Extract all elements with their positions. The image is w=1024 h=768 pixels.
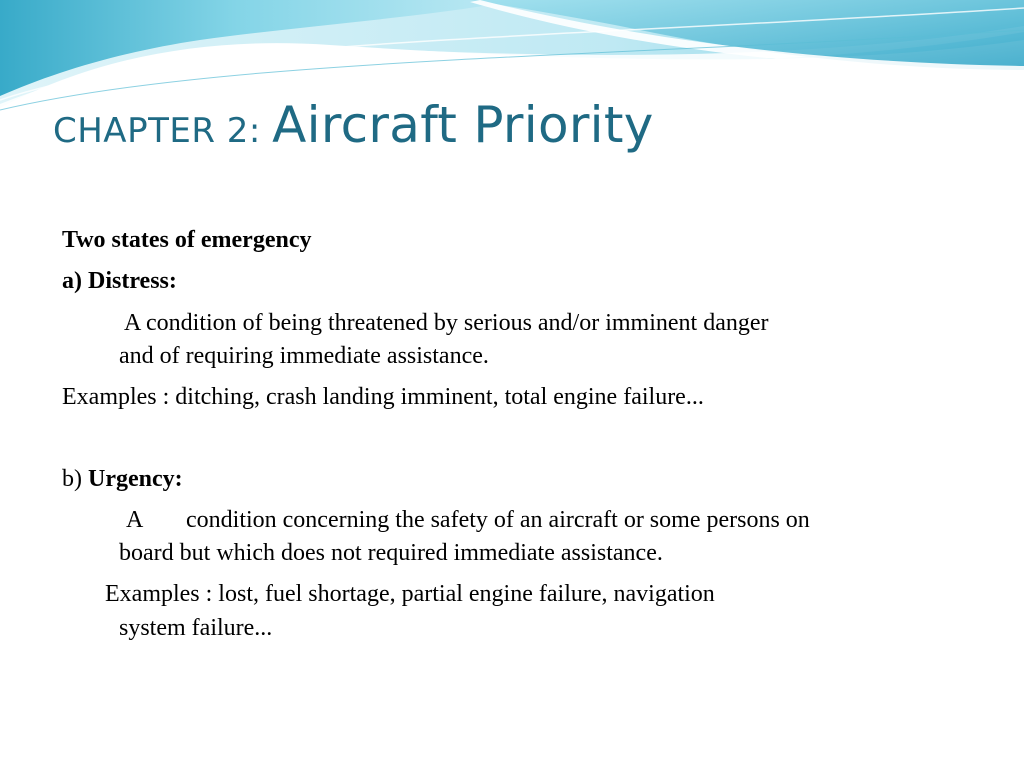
title-main: Aircraft Priority <box>272 96 654 154</box>
urgency-label-prefix: b) <box>62 466 88 492</box>
urgency-examples-line1: Examples : lost, fuel shortage, partial engine failure, navigation <box>105 581 715 607</box>
urgency-examples-line2: system failure... <box>119 615 273 641</box>
urgency-definition-line2: board but which does not required immediate assistance. <box>119 540 663 566</box>
urgency-label-word: Urgency: <box>88 466 183 492</box>
title-prefix: CHAPTER 2: <box>53 111 273 151</box>
urgency-label <box>62 467 183 491</box>
distress-examples: Examples : ditching, crash landing imminent, total engine failure... <box>62 384 704 410</box>
distress-definition-line2: and of requiring immediate assistance. <box>119 343 489 369</box>
emergency-heading: Two states of emergency <box>62 227 312 253</box>
distress-label: a) Distress: <box>62 268 177 294</box>
urgency-definition-line1: condition concerning the safety of an aircraft or some persons on <box>186 507 810 533</box>
urgency-definition-article: A <box>126 507 144 533</box>
distress-definition-line1: A condition of being threatened by serious and/or imminent danger <box>124 310 769 336</box>
